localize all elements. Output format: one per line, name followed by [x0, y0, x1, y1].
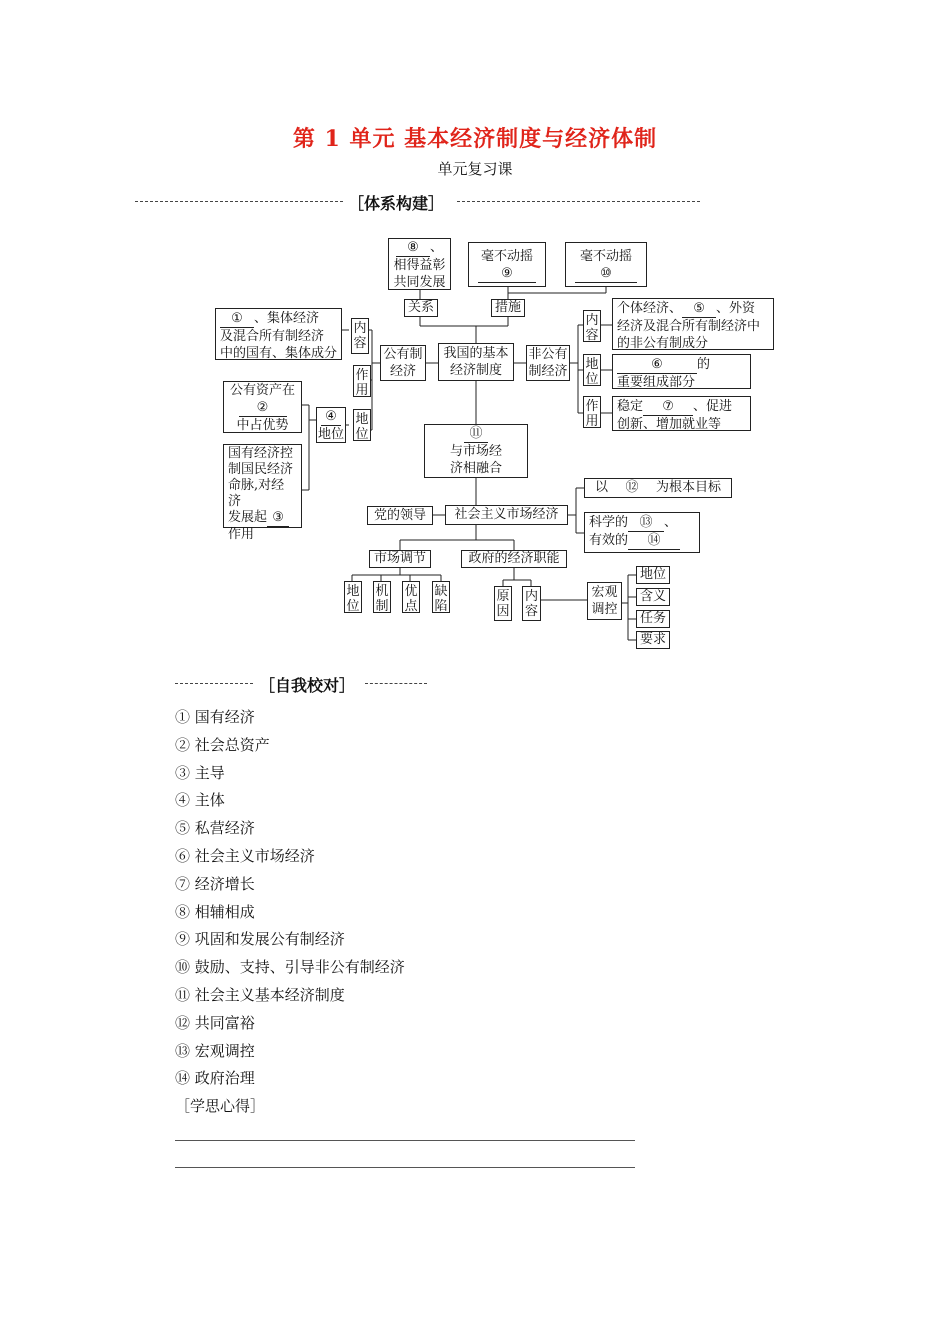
- box-public-ownership: [380, 345, 426, 381]
- box-role-7: [612, 396, 751, 431]
- market-mechanism: [373, 581, 391, 613]
- label-measures: 措施: [491, 299, 525, 317]
- box2-line1: 公有资产在: [229, 383, 295, 398]
- section-check-heading: ［自我校对］: [259, 676, 356, 695]
- blank-7: ⑦: [643, 398, 693, 416]
- page-title: 第 1 单元 基本经济制度与经济体制: [292, 126, 658, 152]
- public-line2: 经济: [389, 364, 416, 379]
- label-role-right-text: 作用: [585, 399, 599, 429]
- center-line2: 经济制度: [449, 363, 502, 378]
- box-government-functions: 政府的经济职能: [461, 550, 567, 568]
- box-status-6: [612, 354, 751, 389]
- box-party-leadership: 党的领导: [367, 506, 433, 525]
- box14-pre: 有效的: [589, 533, 629, 548]
- gov-reason-text: 原因: [496, 589, 510, 619]
- box13-pre: 科学的: [589, 515, 629, 530]
- blank-6: ⑥: [617, 356, 697, 374]
- blank-10: ⑩: [575, 265, 637, 283]
- answer-3: ③ 主导: [175, 763, 225, 782]
- blank-11: ⑪: [464, 425, 488, 443]
- label-status-right: [583, 354, 601, 386]
- box3-line3: 命脉,对经济: [228, 478, 285, 509]
- box-content-5: [612, 298, 774, 350]
- box-goal-12: [584, 478, 732, 498]
- label-status-left-text: 地位: [355, 412, 369, 442]
- box12-pre: 以: [594, 480, 608, 495]
- box6-line2: 重要组成部分: [617, 375, 696, 390]
- divider: [365, 683, 427, 684]
- box3-line4: 发展起: [228, 510, 268, 525]
- box7-tail: 、促进: [693, 399, 733, 414]
- box-public-assets-2: [223, 381, 302, 433]
- market-advantages-text: 优点: [404, 584, 418, 614]
- answer-10: ⑩ 鼓励、支持、引导非公有制经济: [175, 958, 405, 977]
- answer-2: ② 社会总资产: [175, 735, 270, 754]
- blank-5: ⑤: [682, 300, 716, 318]
- box-basic-economic-system: [438, 343, 514, 381]
- label-content-right-text: 内容: [585, 313, 599, 343]
- blank-4: ④: [321, 408, 341, 426]
- blank-2: ②: [239, 399, 287, 417]
- gov-content-text: 内容: [524, 589, 538, 619]
- box5-tail: 、外资: [716, 301, 756, 316]
- market-defects: [432, 581, 450, 613]
- box5-pre: 个体经济、: [617, 301, 683, 316]
- box-measure-9: [468, 242, 546, 287]
- box8-tail: 、: [429, 240, 443, 255]
- blank-13: ⑬: [628, 514, 664, 532]
- box-status-4: [316, 407, 346, 443]
- macro-line1: 宏观: [591, 585, 618, 600]
- box-socialist-market-economy: 社会主义市场经济: [445, 505, 568, 525]
- label-content-left-text: 内容: [353, 321, 367, 351]
- blank-14: ⑭: [628, 532, 680, 550]
- box3-line2: 制国民经济: [228, 462, 294, 477]
- label-role-left-text: 作用: [355, 368, 369, 398]
- label-role-right: [583, 396, 601, 428]
- box1-line3: 中的国有、集体成分: [220, 346, 338, 361]
- answer-7: ⑦ 经济增长: [175, 874, 255, 893]
- macro-meaning: 含义: [636, 588, 670, 606]
- label-content-right: [583, 310, 601, 342]
- section-check-bar: [175, 673, 430, 693]
- box-macro-control: [587, 582, 622, 620]
- blank-1: ①: [220, 310, 254, 328]
- macro-tasks: 任务: [636, 610, 670, 628]
- box6-tail: 的: [697, 357, 711, 372]
- market-status-text: 地位: [346, 584, 360, 614]
- answer-9: ⑨ 巩固和发展公有制经济: [175, 930, 345, 949]
- box5-line3: 的非公有制成分: [617, 336, 709, 351]
- gov-reason: [494, 586, 512, 621]
- box9-line1: 毫不动摇: [480, 249, 533, 264]
- divider: [175, 683, 253, 684]
- answer-list: [175, 705, 405, 1122]
- box11-line2: 与市场经: [449, 444, 502, 459]
- label-status-right-text: 地位: [585, 357, 599, 387]
- blank-8: ⑧: [396, 239, 430, 257]
- answer-6: ⑥ 社会主义市场经济: [175, 846, 315, 865]
- box7-pre: 稳定: [617, 399, 644, 414]
- box5-line2: 经济及混合所有制经济中: [617, 319, 761, 334]
- box-relation-8: [388, 238, 451, 290]
- answer-12: ⑫ 共同富裕: [175, 1013, 255, 1032]
- macro-status: 地位: [636, 566, 670, 584]
- answer-13: ⑬ 宏观调控: [175, 1041, 255, 1060]
- box11-line3: 济相融合: [449, 461, 502, 476]
- answer-14: ⑭ 政府治理: [175, 1069, 255, 1088]
- blank-12: ⑫: [608, 479, 656, 498]
- box-governance-13-14: [584, 512, 700, 553]
- box2-line3: 中占优势: [236, 418, 289, 433]
- box1-line2: 及混合所有制经济: [220, 329, 325, 344]
- label-relation: 关系: [404, 299, 438, 317]
- answer-4: ④ 主体: [175, 791, 225, 810]
- box-integration-11: [424, 424, 528, 478]
- nonpublic-line1: 非公有: [528, 347, 568, 362]
- blank-3: ③: [267, 510, 289, 527]
- box-measure-10: [565, 242, 647, 287]
- box3-line1: 国有经济控: [228, 446, 294, 461]
- market-mechanism-text: 机制: [375, 584, 389, 614]
- notes-line: [175, 1140, 635, 1141]
- box13-tail: 、: [664, 515, 678, 530]
- market-defects-text: 缺陷: [434, 584, 448, 614]
- box8-line2: 相得益彰: [393, 258, 446, 273]
- market-advantages: [402, 581, 420, 613]
- answer-1: ① 国有经济: [175, 708, 255, 726]
- macro-line2: 调控: [591, 602, 618, 617]
- answer-5: ⑤ 私营经济: [175, 819, 255, 838]
- box-non-public-ownership: [526, 345, 570, 381]
- center-line1: 我国的基本: [443, 346, 509, 361]
- answer-11: ⑪ 社会主义基本经济制度: [175, 985, 345, 1004]
- box4-line2: 地位: [317, 427, 344, 442]
- box-content-1: [215, 308, 342, 360]
- box7-line2: 创新、增加就业等: [617, 417, 722, 432]
- box8-line3: 共同发展: [393, 275, 446, 290]
- box-market-regulation: 市场调节: [369, 550, 431, 568]
- box-state-economy-3: [223, 444, 302, 542]
- label-content-left: [351, 318, 369, 354]
- macro-requirements: 要求: [636, 631, 670, 649]
- page-subtitle: 单元复习课: [437, 160, 513, 178]
- public-line1: 公有制: [383, 347, 423, 362]
- section-build-heading: ［体系构建］: [348, 194, 445, 213]
- box1-tail: 、集体经济: [254, 311, 320, 326]
- gov-content: [522, 586, 541, 621]
- notes-line: [175, 1167, 635, 1168]
- box10-line1: 毫不动摇: [579, 249, 632, 264]
- label-status-left: [353, 409, 371, 441]
- box12-tail: 为根本目标: [656, 480, 722, 495]
- nonpublic-line2: 制经济: [528, 364, 568, 379]
- label-role-left: [353, 365, 371, 397]
- market-status: [344, 581, 362, 613]
- answer-8: ⑧ 相辅相成: [175, 902, 255, 921]
- box3-line5: 作用: [228, 527, 255, 542]
- blank-9: ⑨: [478, 265, 536, 283]
- notes-label: ［学思心得］: [175, 1097, 266, 1116]
